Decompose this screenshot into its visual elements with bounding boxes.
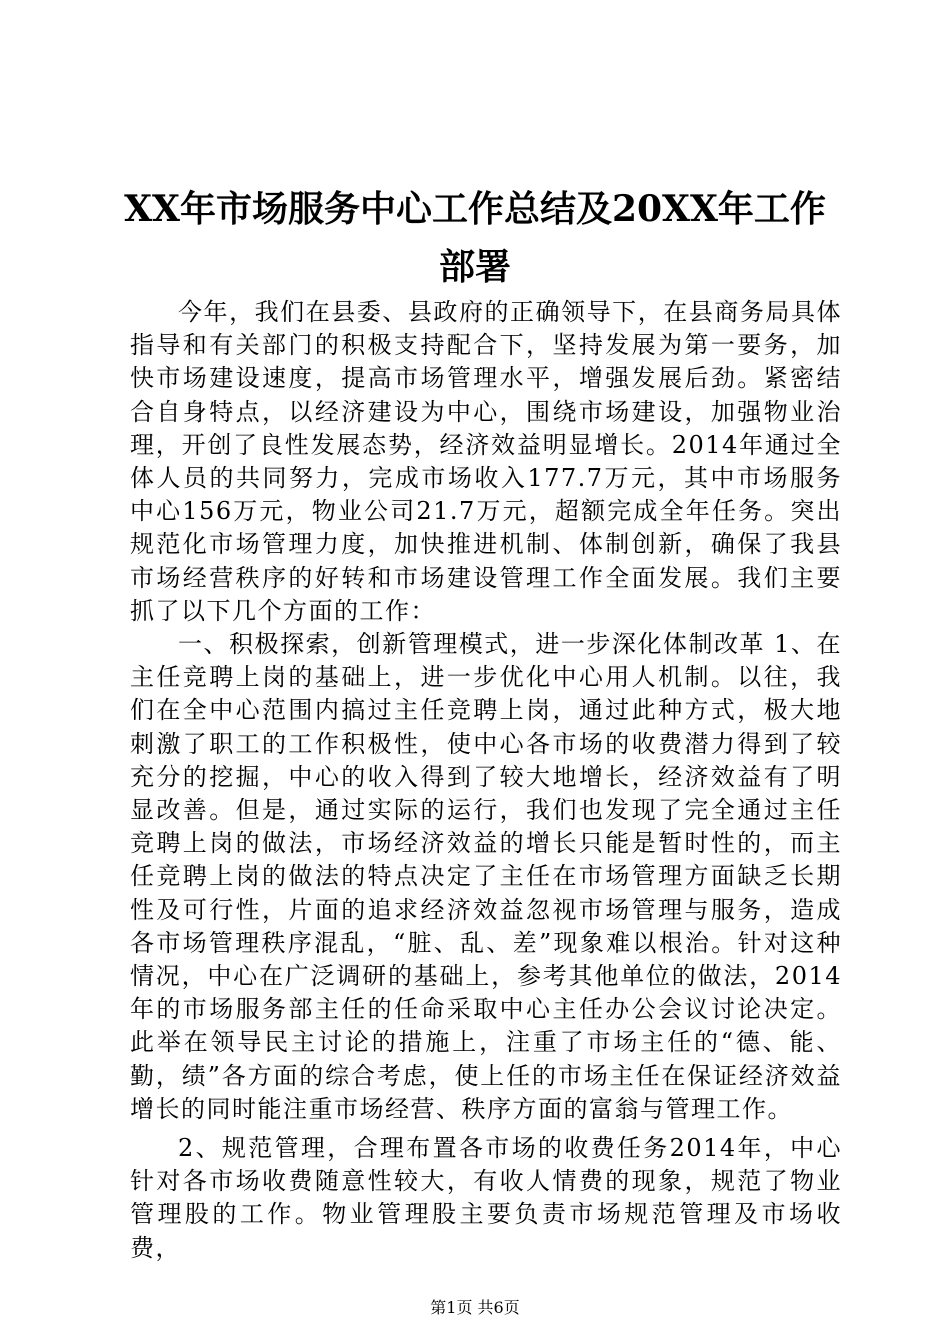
paragraph-section-two: 2、规范管理，合理布置各市场的收费任务2014年，中心针对各市场收费随意性较大，有收人情费的现象，规范了物业管理股的工作。物业管理股主要负责市场规范管理及市场收费， (130, 1134, 842, 1262)
document-title: XX年市场服务中心工作总结及20XX年工作部署 (124, 188, 826, 288)
document-body (130, 296, 842, 1265)
page-number-footer: 第1页 共6页 (430, 1298, 520, 1317)
paragraph-section-one: 一、积极探索，创新管理模式，进一步深化体制改革 1、在主任竞聘上岗的基础上，进一步优化中心用人机制。以往，我们在全中心范围内搞过主任竞聘上岗，通过此种方式，极大地刺激了职工的工作积极性，使中心各市场的收费潜力得到了较充分的挖掘，中心的收入得到了较大地增长，经济效益有了明显改善。但是，通过实际的运行，我们也发现了完全通过主任竞聘上岗的做法，市场经济效益的增长只能是暂时性的，而主任竞聘上岗的做法的特点决定了主任在市场管理方面缺乏长期性及可行性，片面的追求经济效益忽视市场管理与服务，造成各市场管理秩序混乱，“脏、乱、差”现象难以根治。针对这种情况，中心在广泛调研的基础上，参考其他单位的做法，2014年的市场服务部主任的任命采取中心主任办公会议讨论决定。此举在领导民主讨论的措施上，注重了市场主任的“德、能、勤，绩”各方面的综合考虑，使上任的市场主任在保证经济效益增长的同时能注重市场经营、秩序方面的富翁与管理工作。 (130, 630, 842, 1123)
paragraph-intro: 今年，我们在县委、县政府的正确领导下，在县商务局具体指导和有关部门的积极支持配合下，坚持发展为第一要务，加快市场建设速度，提高市场管理水平，增强发展后劲。紧密结合自身特点，以经济建设为中心，围绕市场建设，加强物业治理，开创了良性发展态势，经济效益明显增长。2014年通过全体人员的共同努力，完成市场收入177.7万元，其中市场服务中心156万元，物业公司21.7万元，超额完成全年任务。突出规范化市场管理力度，加快推进机制、体制创新，确保了我县市场经营秩序的好转和市场建设管理工作全面发展。我们主要抓了以下几个方面的工作： (130, 298, 842, 625)
